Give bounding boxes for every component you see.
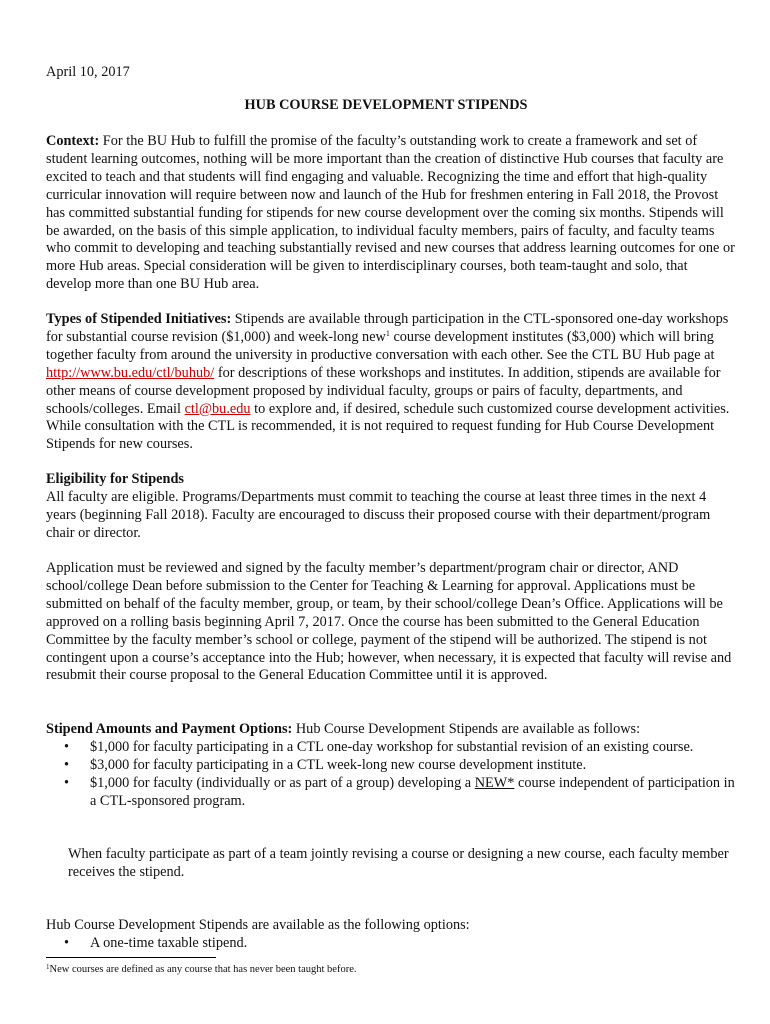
team-note: When faculty participate as part of a team jointly revising a course or designing a new course, each faculty member receives the stipend. <box>68 846 729 880</box>
footnote <box>46 963 357 976</box>
types-text-1: Stipends are available through participation in the CTL-sponsored one-day workshops for substantial course revision ($1,000) and week-long new <box>46 311 729 345</box>
bullet: • <box>64 774 70 791</box>
types-paragraph <box>46 311 736 454</box>
types-text-3: for descriptions of these workshops and institutes. In addition, stipends are available for other means of course development proposed by individual faculty, groups or pairs of faculty, departments, and schools/colleges. Email <box>46 364 721 417</box>
context-paragraph <box>46 133 736 294</box>
amounts-list <box>46 739 736 811</box>
types-text-4: to explore and, if desired, schedule such customized course development activities. While consultation with the CTL is recommended, it is not required to request funding for Hub Course Development Stipends for new courses. <box>46 400 730 453</box>
list-item: • $3,000 for faculty participating in a CTL week-long new course development institute. <box>64 756 587 773</box>
ctl-email-link[interactable]: ctl@bu.edu <box>184 400 251 417</box>
bullet: • <box>64 738 70 755</box>
list-item: • $1,000 for faculty (individually or as part of a group) developing a NEW* course independent of participation in a CTL-sponsored program. <box>64 774 735 809</box>
letter-date: April 10, 2017 <box>46 64 130 80</box>
eligibility-text: All faculty are eligible. Programs/Departments must commit to teaching the course at least three times in the next 4 years (beginning Fall 2018). Faculty are encouraged to discuss their proposed course with their department/program chair or director. <box>46 488 711 541</box>
options-section <box>46 917 736 953</box>
eligibility-heading: Eligibility for Stipends <box>46 471 184 487</box>
amounts-label: Stipend Amounts and Payment Options: <box>46 721 293 737</box>
footnote-text: New courses are defined as any course that has never been taught before. <box>49 964 357 975</box>
new-emphasis: NEW* <box>474 774 515 791</box>
application-paragraph: Application must be reviewed and signed by the faculty member’s department/program chair or director, AND school/college Dean before submission to the Center for Teaching & Learning for approval. Applications must be submitted on behalf of the faculty member, group, or team, by their school/college Dean’s Office. Applications will be approved on a rolling basis beginning April 7, 2017. Once the course has been submitted to the General Education Committee by the faculty member’s school or college, payment of the stipend will be authorized. The stipend is not contingent upon a course’s acceptance into the Hub; however, when necessary, it is expected that faculty will revise and resubmit their course proposal to the General Education Committee until it is approved. <box>46 560 732 684</box>
document-title: HUB COURSE DEVELOPMENT STIPENDS <box>244 97 528 113</box>
eligibility-section <box>46 471 736 543</box>
list-item: • $1,000 for faculty participating in a CTL one-day workshop for substantial revision of an existing course. <box>64 738 694 755</box>
amounts-section <box>46 721 736 811</box>
bullet: • <box>64 934 70 951</box>
context-text: For the BU Hub to fulfill the promise of the faculty’s outstanding work to create a framework and set of student learning outcomes, nothing will be more important than the creation of distinctive Hub courses that faculty are excited to teach and that students will find engaging and valuable. Recognizing the time and effort that high-quality curricular innovation will require between now and launch of the Hub for freshmen entering in Fall 2018, the Provost has committed substantial funding for stipends for new course development over the coming six months. Stipends will be awarded, on the basis of this simple application, to individual faculty members, pairs of faculty, and faculty teams who commit to developing and teaching substantially revised and new courses that address learning outcomes for one or more Hub areas. Special consideration will be given to interdisciplinary courses, both team-taught and solo, that develop more than one BU Hub area. <box>46 133 735 293</box>
amounts-intro: Hub Course Development Stipends are available as follows: <box>295 721 641 737</box>
options-intro: Hub Course Development Stipends are available as the following options: <box>46 917 470 933</box>
ctl-buhub-link[interactable]: http://www.bu.edu/ctl/buhub/ <box>46 364 215 381</box>
footnote-divider <box>46 957 216 958</box>
types-label: Types of Stipended Initiatives: <box>46 311 232 327</box>
context-label: Context: <box>46 133 100 149</box>
options-list <box>46 935 736 953</box>
footnote-reference: 1 <box>385 328 390 338</box>
bullet: • <box>64 756 70 773</box>
list-item: • A one-time taxable stipend. <box>64 934 248 951</box>
footnote-mark: 1 <box>46 963 50 971</box>
types-text-2: course development institutes ($3,000) which will bring together faculty from around the university in productive conversation with each other. See the CTL BU Hub page at <box>46 328 715 363</box>
